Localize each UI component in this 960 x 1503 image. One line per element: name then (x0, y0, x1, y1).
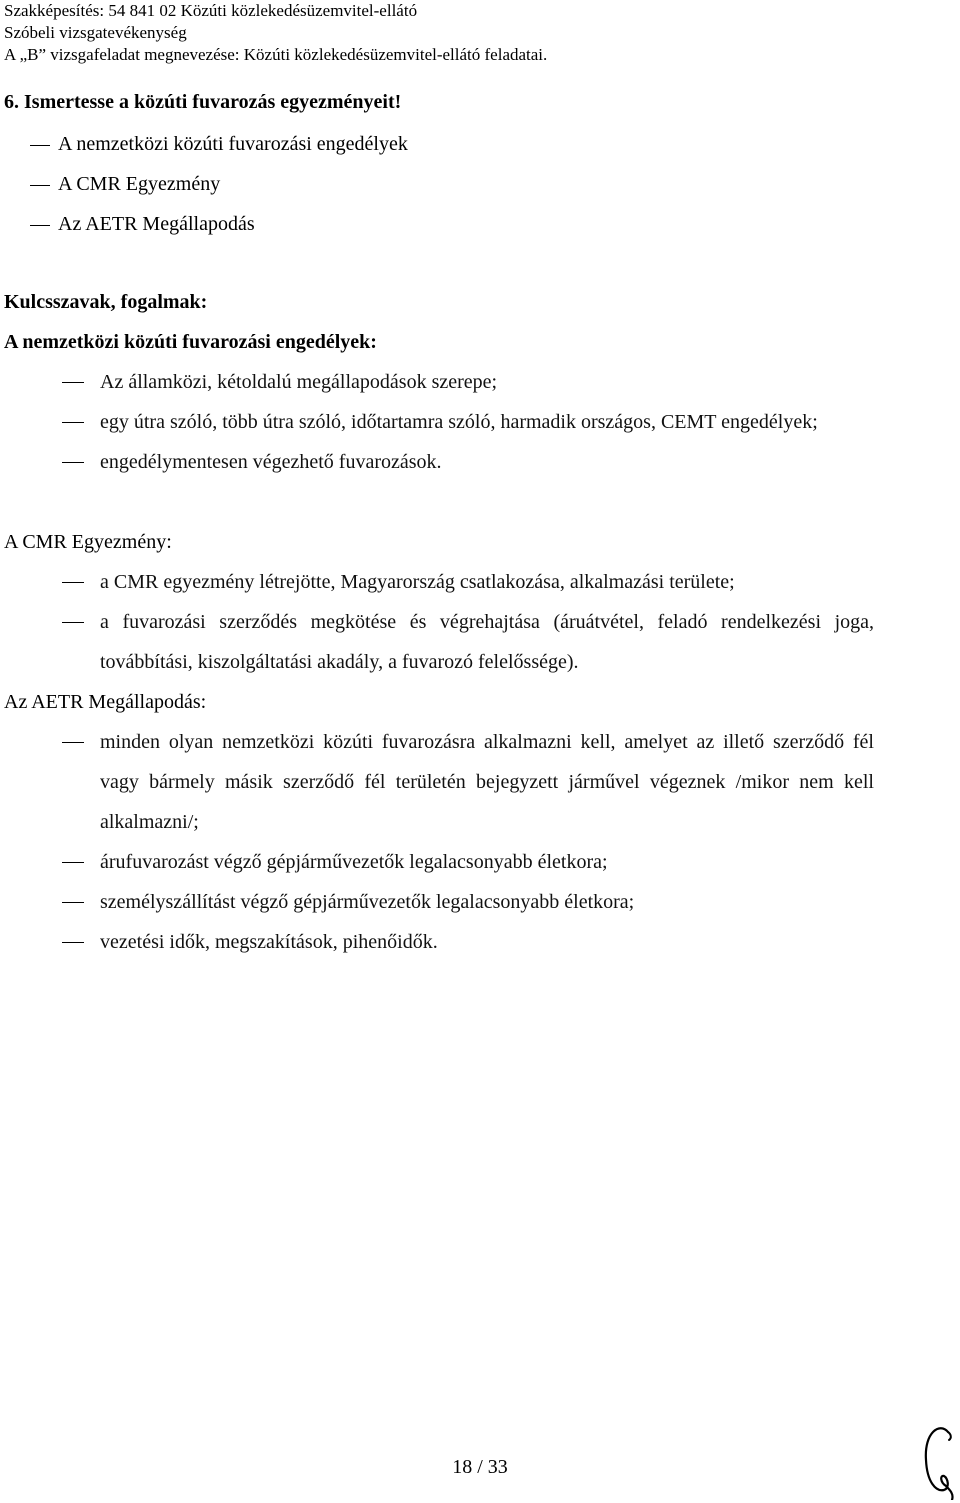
dash-bullet-icon (30, 225, 50, 226)
keywords-title: Kulcsszavak, fogalmak: (4, 291, 208, 313)
dash-bullet-icon (62, 862, 84, 863)
dash-bullet-icon (62, 622, 84, 623)
dash-bullet-icon (62, 902, 84, 903)
header-qualification: Szakképesítés: 54 841 02 Közúti közlekedésüzemvitel-ellátó (4, 1, 418, 20)
signature-icon (918, 1420, 958, 1500)
dash-bullet-icon (62, 462, 84, 463)
list-item: minden olyan nemzetközi közúti fuvarozásra alkalmazni kell, amelyet az illető szerződő fél vagy bármely másik szerződő fél területén bejegyzett járművel végeznek /mikor nem kell alkalmazni/; (62, 722, 874, 842)
list-item: Az államközi, kétoldalú megállapodások szerepe; (62, 362, 874, 402)
section-aetr-title: Az AETR Megállapodás: (4, 691, 207, 713)
header-exam-type: Szóbeli vizsgatevékenység (4, 23, 187, 42)
section-cmr-list (62, 562, 874, 682)
page-number: 18 / 33 (452, 1456, 508, 1478)
list-item: a CMR egyezmény létrejötte, Magyarország csatlakozása, alkalmazási területe; (62, 562, 874, 602)
dash-bullet-icon (30, 185, 50, 186)
section-cmr-title: A CMR Egyezmény: (4, 531, 172, 553)
dash-bullet-icon (30, 145, 50, 146)
section-permits-title: A nemzetközi közúti fuvarozási engedélyek: (4, 331, 377, 353)
dash-bullet-icon (62, 742, 84, 743)
section-permits-list (62, 362, 874, 482)
dash-bullet-icon (62, 422, 84, 423)
document-header (4, 0, 547, 66)
list-item: árufuvarozást végző gépjárművezetők legalacsonyabb életkora; (62, 842, 874, 882)
dash-bullet-icon (62, 942, 84, 943)
list-item: személyszállítást végző gépjárművezetők legalacsonyabb életkora; (62, 882, 874, 922)
header-task-name: A „B” vizsgafeladat megnevezése: Közúti közlekedésüzemvitel-ellátó feladatai. (4, 45, 548, 64)
list-item: a fuvarozási szerződés megkötése és végrehajtása (áruátvétel, feladó rendelkezési joga, továbbítási, kiszolgáltatási akadály, a fuvarozó felelőssége). (62, 602, 874, 682)
question-title: 6. Ismertesse a közúti fuvarozás egyezményeit! (4, 91, 402, 113)
list-item: engedélymentesen végezhető fuvarozások. (62, 442, 874, 482)
list-item: vezetési idők, megszakítások, pihenőidők. (62, 922, 874, 962)
dash-bullet-icon (62, 382, 84, 383)
list-item: egy útra szóló, több útra szóló, időtartamra szóló, harmadik országos, CEMT engedélyek; (62, 402, 874, 442)
section-aetr-list (62, 722, 874, 962)
dash-bullet-icon (62, 582, 84, 583)
